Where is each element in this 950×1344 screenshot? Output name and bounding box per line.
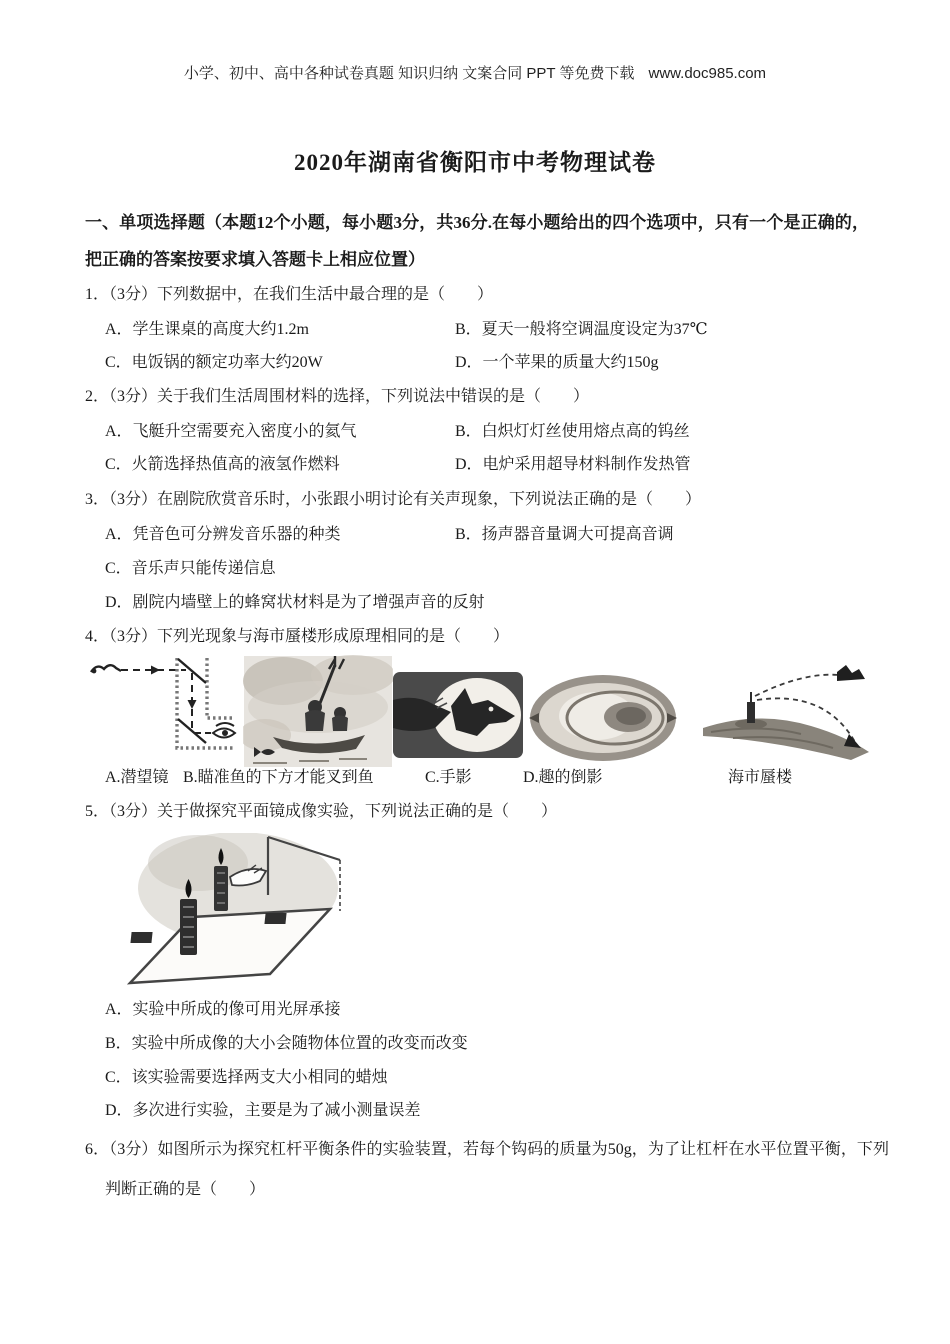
mirage-icon (703, 662, 871, 764)
spear-fishing-icon (243, 655, 393, 768)
q5-stem: 5．（3分）关于做探究平面镜成像实验，下列说法正确的是（ ） (85, 803, 558, 820)
q4-caption-a: A.潜望镜 (105, 769, 169, 786)
q5-option-b: B．实验中所成像的大小会随物体位置的改变而改变 (105, 1035, 468, 1052)
q2-option-b: B．白炽灯灯丝使用熔点高的钨丝 (455, 423, 690, 440)
promo-text: 小学、初中、高中各种试卷真题 知识归纳 文案合同 PPT 等免费下载 (183, 65, 635, 82)
q2-option-c: C．火箭选择热值高的液氢作燃料 (105, 456, 340, 473)
inverted-reflection-icon (527, 672, 679, 764)
q4-caption-d: D.趣的倒影 (523, 769, 603, 786)
q5-option-d: D．多次进行实验，主要是为了减小测量误差 (105, 1102, 421, 1119)
hand-shadow-icon (393, 672, 523, 758)
periscope-icon (85, 656, 237, 768)
q1-stem: 1．（3分）下列数据中，在我们生活中最合理的是（ ） (85, 286, 494, 303)
q4-caption-mirage: 海市蜃楼 (728, 769, 793, 786)
q3-stem: 3．（3分）在剧院欣赏音乐时，小张跟小明讨论有关声现象，下列说法正确的是（ ） (85, 491, 702, 508)
q4-caption-c: C.手影 (425, 769, 472, 786)
section-heading: 一、单项选择题（本题12个小题，每小题3分，共36分.在每小题给出的四个选项中，只有一个是正确的，把正确的答案按要求填入答题卡上相应位置） (85, 213, 869, 269)
plane-mirror-experiment-icon (118, 833, 353, 998)
q2-option-a: A．飞艇升空需要充入密度小的氦气 (105, 423, 357, 440)
q1-option-c: C．电饭锅的额定功率大约20W (105, 354, 323, 371)
q3-option-b: B．扬声器音量调大可提高音调 (455, 526, 674, 543)
q4-caption-b: B.瞄准鱼的下方才能叉到鱼 (183, 769, 374, 786)
q4-stem: 4．（3分）下列光现象与海市蜃楼形成原理相同的是（ ） (85, 628, 510, 645)
spear-fishing-figure (243, 655, 393, 768)
q1-option-a: A．学生课桌的高度大约1.2m (105, 321, 310, 338)
inverted-reflection-figure (527, 672, 679, 764)
q1-option-d: D．一个苹果的质量大约150g (455, 354, 659, 371)
plane-mirror-experiment-figure (118, 833, 353, 998)
q5-option-a: A．实验中所成的像可用光屏承接 (105, 1001, 341, 1018)
periscope-figure (85, 656, 237, 768)
mirage-figure (703, 662, 871, 764)
q5-option-c: C．该实验需要选择两支大小相同的蜡烛 (105, 1069, 388, 1086)
q1-option-b: B．夏天一般将空调温度设定为37℃ (455, 321, 708, 338)
q2-option-d: D．电炉采用超导材料制作发热管 (455, 456, 691, 473)
q3-option-d: D．剧院内墙壁上的蜂窝状材料是为了增强声音的反射 (105, 594, 485, 611)
q2-stem: 2．（3分）关于我们生活周围材料的选择，下列说法中错误的是（ ） (85, 388, 590, 405)
q6-stem: 6．（3分）如图所示为探究杠杆平衡条件的实验装置，若每个钩码的质量为50g，为了让杠杆在水平位置平衡，下列判断正确的是（ ） (85, 1141, 889, 1198)
hand-shadow-figure (393, 672, 523, 758)
q3-option-a: A．凭音色可分辨发音乐器的种类 (105, 526, 341, 543)
site-header (0, 62, 950, 83)
page-title: 2020年湖南省衡阳市中考物理试卷 (294, 150, 656, 175)
q3-option-c: C．音乐声只能传递信息 (105, 560, 276, 577)
site-url: www.doc985.com (648, 65, 767, 82)
